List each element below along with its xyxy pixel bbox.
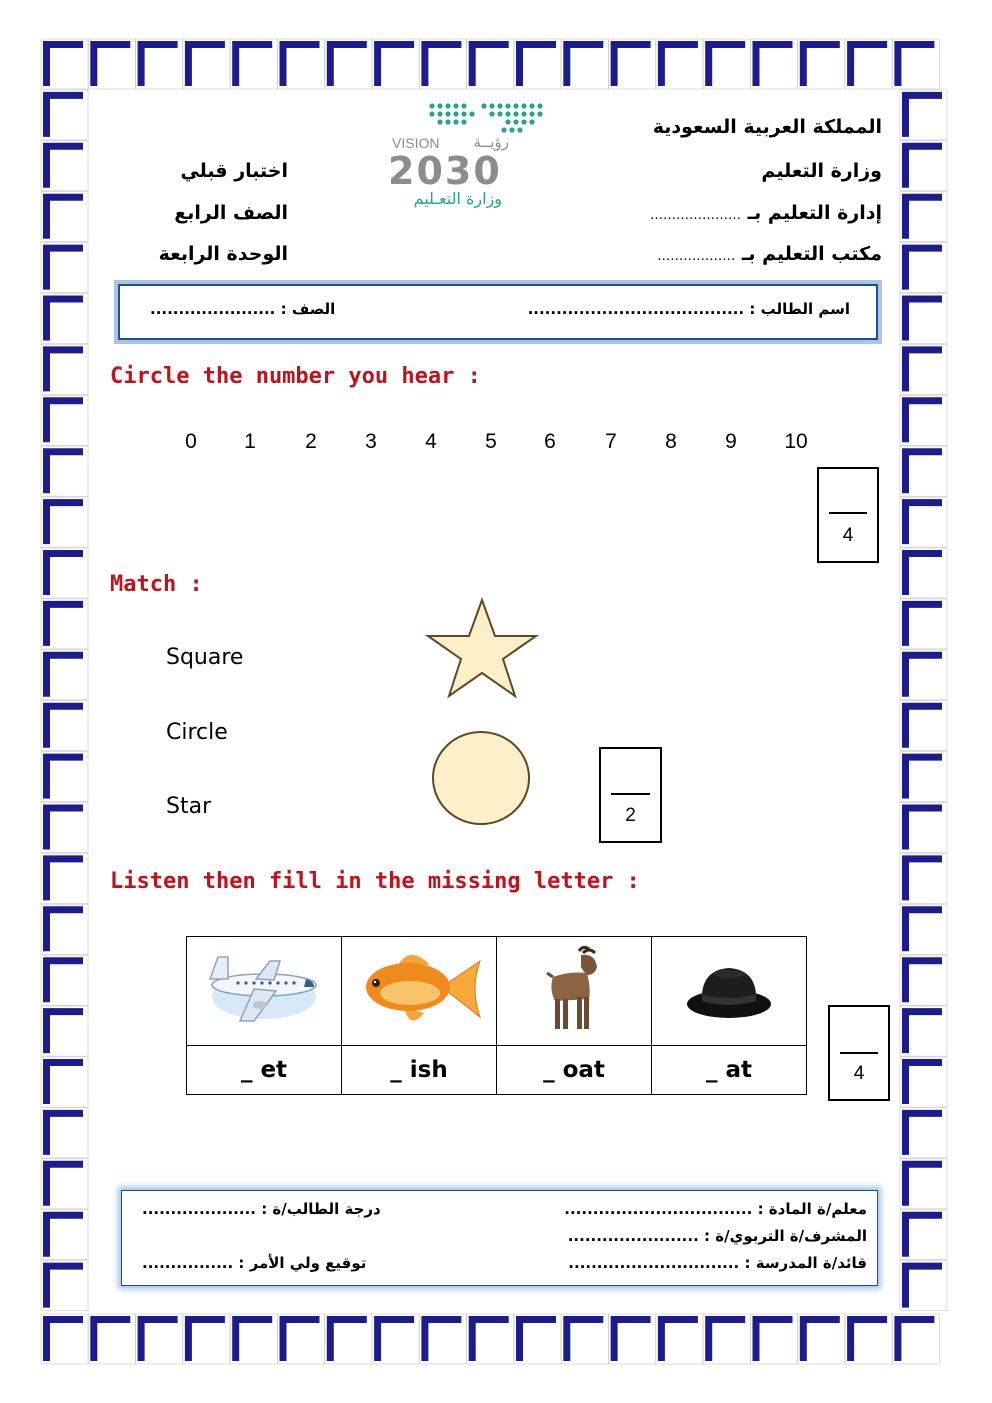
signatures-box: [121, 1190, 878, 1286]
unit-name: الوحدة الرابعة: [158, 243, 288, 265]
border-bracket: [902, 550, 942, 595]
border-bracket: [43, 1263, 83, 1308]
border-bracket: [902, 1059, 942, 1104]
q3-title: Listen then fill in the missing letter :: [110, 869, 640, 894]
border-bracket: [902, 1008, 942, 1053]
border-bracket: [421, 41, 461, 86]
border-bracket: [469, 41, 509, 86]
office-dots: ………………: [657, 249, 736, 264]
border-bracket: [43, 1212, 83, 1257]
office-label: مكتب التعليم بـ: [741, 243, 882, 265]
border-bracket: [43, 346, 83, 391]
border-bracket: [800, 1316, 840, 1361]
border-bracket: [902, 957, 942, 1002]
border-bracket: [43, 855, 83, 900]
border-bracket: [902, 1263, 942, 1308]
department-label: إدارة التعليم بـ: [747, 202, 882, 224]
border-bracket: [705, 41, 745, 86]
border-bracket: [138, 41, 178, 86]
border-bracket: [800, 41, 840, 86]
match-word-circle[interactable]: Circle: [166, 720, 228, 745]
student-class-label: الصف :: [280, 300, 336, 318]
guardian-dots: ................: [142, 1254, 234, 1272]
border-bracket: [469, 1316, 509, 1361]
border-bracket: [232, 1316, 272, 1361]
word-blank[interactable]: _ at: [652, 1046, 807, 1095]
border-bracket: [43, 499, 83, 544]
border-bracket: [43, 957, 83, 1002]
border-bracket: [902, 1212, 942, 1257]
teacher-label: معلم/ة المادة :: [757, 1200, 867, 1218]
q2-title: Match :: [110, 572, 203, 597]
border-bracket: [90, 1316, 130, 1361]
airplane-icon: [204, 949, 324, 1029]
number-option[interactable]: 8: [665, 430, 677, 453]
border-bracket: [902, 1110, 942, 1155]
logo-vision-ar: رؤيــة: [473, 133, 509, 151]
border-bracket: [280, 41, 320, 86]
guardian-signature[interactable]: [142, 1254, 366, 1272]
border-bracket: [185, 1316, 225, 1361]
student-class-field[interactable]: [150, 300, 335, 318]
star-shape-icon[interactable]: [420, 596, 544, 700]
ministry-name: وزارة التعليم: [761, 160, 882, 182]
border-bracket: [753, 41, 793, 86]
picture-cell: [342, 937, 497, 1046]
border-bracket: [516, 1316, 556, 1361]
number-option[interactable]: 6: [544, 430, 556, 453]
supervisor-label: المشرف/ة التربوي/ة :: [704, 1227, 867, 1245]
score-line: [829, 512, 867, 514]
q2-score: 2: [625, 805, 636, 826]
vision-2030-logo: [384, 100, 548, 210]
logo-dots-icon: [429, 103, 542, 132]
education-office: [657, 243, 882, 265]
education-department: [650, 202, 882, 224]
border-bracket: [43, 550, 83, 595]
border-bracket: [185, 41, 225, 86]
q3-score: 4: [853, 1063, 865, 1084]
teacher-signature[interactable]: [564, 1200, 867, 1218]
border-bracket: [563, 41, 603, 86]
border-bracket: [327, 41, 367, 86]
border-bracket: [902, 346, 942, 391]
logo-ministry: وزارة التعـليم: [413, 189, 502, 208]
border-bracket: [563, 1316, 603, 1361]
number-option[interactable]: 2: [305, 430, 317, 453]
supervisor-signature[interactable]: [568, 1227, 867, 1245]
border-bracket: [374, 41, 414, 86]
department-dots: …………………: [650, 208, 742, 223]
missing-letter-table: [186, 936, 807, 1095]
border-bracket: [421, 1316, 461, 1361]
student-grade-field[interactable]: [142, 1200, 381, 1218]
border-bracket: [43, 1161, 83, 1206]
principal-signature[interactable]: [568, 1254, 867, 1272]
border-bracket: [658, 1316, 698, 1361]
border-bracket: [902, 1161, 942, 1206]
match-word-star[interactable]: Star: [166, 794, 212, 819]
border-bracket: [902, 906, 942, 951]
goat-icon: [539, 943, 609, 1035]
border-bracket: [902, 754, 942, 799]
border-bracket: [43, 397, 83, 442]
border-bracket: [374, 1316, 414, 1361]
goldfish-icon: [354, 943, 484, 1035]
logo-vision-en: VISION: [392, 135, 440, 151]
border-bracket: [902, 296, 942, 341]
border-bracket: [43, 1316, 83, 1361]
border-bracket: [43, 1059, 83, 1104]
teacher-dots: .................................: [564, 1200, 753, 1218]
border-bracket: [43, 41, 83, 86]
border-bracket: [847, 1316, 887, 1361]
word-blank[interactable]: _ oat: [497, 1046, 652, 1095]
border-bracket: [280, 1316, 320, 1361]
q1-score-box: [817, 467, 879, 563]
border-bracket: [43, 92, 83, 137]
number-option[interactable]: 10: [784, 430, 808, 453]
border-bracket: [894, 41, 934, 86]
border-bracket: [43, 906, 83, 951]
border-bracket: [43, 754, 83, 799]
border-bracket: [902, 499, 942, 544]
score-line: [611, 793, 650, 795]
border-bracket: [43, 448, 83, 493]
border-bracket: [902, 92, 942, 137]
border-bracket: [902, 245, 942, 290]
match-word-square[interactable]: Square: [166, 645, 244, 670]
test-type: اختبار قبلي: [180, 160, 288, 182]
border-bracket: [90, 41, 130, 86]
country-name: المملكة العربية السعودية: [652, 116, 882, 138]
border-bracket: [43, 1110, 83, 1155]
border-bracket: [902, 855, 942, 900]
border-bracket: [138, 1316, 178, 1361]
guardian-label: توقيع ولي الأمر :: [238, 1254, 367, 1272]
number-option[interactable]: 7: [605, 430, 617, 453]
border-bracket: [611, 41, 651, 86]
border-bracket: [902, 601, 942, 646]
circle-shape-icon[interactable]: [428, 728, 534, 828]
student-name-dots: ......................................: [527, 300, 745, 318]
border-bracket: [611, 1316, 651, 1361]
border-bracket: [43, 143, 83, 188]
border-bracket: [902, 448, 942, 493]
border-bracket: [902, 143, 942, 188]
border-bracket: [902, 652, 942, 697]
student-info-box: [118, 284, 878, 340]
q1-title: Circle the number you hear :: [110, 364, 481, 389]
word-blank[interactable]: _ ish: [342, 1046, 497, 1095]
grade-level: الصف الرابع: [174, 202, 288, 224]
border-bracket: [516, 41, 556, 86]
border-bracket: [902, 805, 942, 850]
principal-label: قائد/ة المدرسة :: [744, 1254, 867, 1272]
border-bracket: [902, 397, 942, 442]
border-bracket: [753, 1316, 793, 1361]
border-bracket: [705, 1316, 745, 1361]
picture-cell: [652, 937, 807, 1046]
border-bracket: [327, 1316, 367, 1361]
picture-cell: [187, 937, 342, 1046]
border-bracket: [43, 805, 83, 850]
q2-score-box: [599, 747, 662, 843]
number-option[interactable]: 5: [485, 430, 497, 453]
score-line: [840, 1052, 878, 1054]
student-name-field[interactable]: [528, 300, 850, 318]
number-option[interactable]: 4: [425, 430, 437, 453]
logo-year: 2030: [388, 149, 502, 193]
border-bracket: [43, 245, 83, 290]
hat-icon: [684, 954, 774, 1024]
border-bracket: [902, 194, 942, 239]
q1-score: 4: [842, 525, 854, 546]
border-bracket: [847, 41, 887, 86]
q3-score-box: [828, 1005, 890, 1101]
student-class-dots: ......................: [150, 300, 276, 318]
border-bracket: [232, 41, 272, 86]
supervisor-dots: .......................: [567, 1227, 699, 1245]
border-bracket: [658, 41, 698, 86]
border-bracket: [43, 194, 83, 239]
grade-dots: ....................: [142, 1200, 256, 1218]
border-bracket: [43, 296, 83, 341]
principal-dots: ..............................: [568, 1254, 740, 1272]
number-option[interactable]: 1: [244, 430, 256, 453]
number-option[interactable]: 9: [725, 430, 737, 453]
border-bracket: [43, 601, 83, 646]
border-bracket: [43, 1008, 83, 1053]
picture-cell: [497, 937, 652, 1046]
number-option[interactable]: 0: [185, 430, 197, 453]
number-option[interactable]: 3: [365, 430, 377, 453]
border-bracket: [894, 1316, 934, 1361]
student-name-label: اسم الطالب :: [749, 300, 850, 318]
grade-label: درجة الطالب/ة :: [261, 1200, 381, 1218]
border-bracket: [43, 703, 83, 748]
border-bracket: [43, 652, 83, 697]
border-bracket: [902, 703, 942, 748]
word-blank[interactable]: _ et: [187, 1046, 342, 1095]
